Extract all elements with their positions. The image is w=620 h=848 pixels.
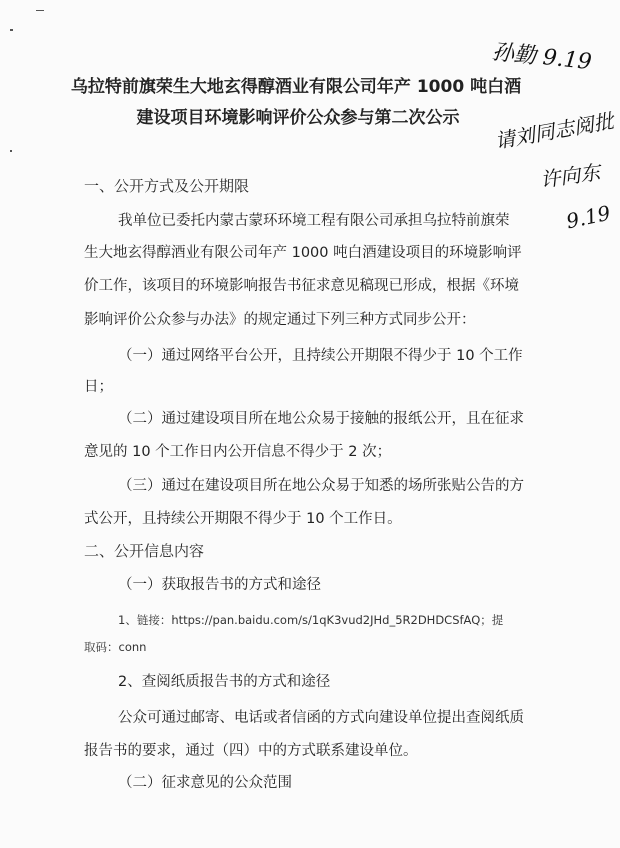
- paragraph-line: （二）通过建设项目所在地公众易于接触的报纸公开，且在征求: [118, 411, 524, 427]
- section-2-title: 二、公开信息内容: [84, 542, 205, 560]
- paragraph-line: 影响评价公众参与办法》的规定通过下列三种方式同步公开：: [84, 312, 476, 328]
- link-line: 取码：conn: [84, 640, 147, 654]
- scan-mark: [10, 29, 13, 31]
- handwritten-note-line-2: 许向东: [538, 159, 602, 193]
- paragraph-line: 意见的 10 个工作日内公开信息不得少于 2 次；: [84, 444, 392, 460]
- scan-mark: [36, 10, 44, 11]
- paragraph-line: （三）通过在建设项目所在地公众易于知悉的场所张贴公告的方: [118, 478, 524, 494]
- scan-mark: [10, 150, 12, 152]
- paragraph-line: 日；: [84, 379, 113, 395]
- subsection-title: （二）征求意见的公众范围: [118, 775, 292, 791]
- document-title-line-2: 建设项目环境影响评价公众参与第二次公示: [136, 108, 460, 128]
- paragraph-line: 价工作，该项目的环境影响报告书征求意见稿现已形成，根据《环境: [84, 278, 519, 294]
- subsection-item: 2、查阅纸质报告书的方式和途径: [118, 674, 331, 690]
- handwritten-signoff-top-right: 孙勤 9.19: [490, 39, 593, 76]
- section-1-title: 一、公开方式及公开期限: [84, 177, 250, 195]
- paragraph-line: 我单位已委托内蒙古蒙环环境工程有限公司承担乌拉特前旗荣: [118, 213, 510, 229]
- link-line[interactable]: 1、链接：https://pan.baidu.com/s/1qK3vud2JHd_5R2DHDCSfAQ；提: [118, 613, 504, 627]
- subsection-title: （一）获取报告书的方式和途径: [118, 577, 321, 593]
- paragraph-line: 报告书的要求，通过（四）中的方式联系建设单位。: [84, 743, 418, 759]
- paragraph-line: 生大地玄得醇酒业有限公司年产 1000 吨白酒建设项目的环境影响评: [84, 245, 522, 261]
- paragraph-line: （一）通过网络平台公开，且持续公开期限不得少于 10 个工作: [118, 348, 523, 364]
- handwritten-note-line-3: 9.19: [563, 200, 613, 234]
- paragraph-line: 公众可通过邮寄、电话或者信函的方式向建设单位提出查阅纸质: [118, 710, 524, 726]
- paragraph-line: 式公开，且持续公开期限不得少于 10 个工作日。: [84, 511, 402, 527]
- document-title-line-1: 乌拉特前旗荣生大地玄得醇酒业有限公司年产 1000 吨白酒: [70, 77, 522, 97]
- handwritten-note-line-1: 请刘同志阅批: [493, 108, 616, 154]
